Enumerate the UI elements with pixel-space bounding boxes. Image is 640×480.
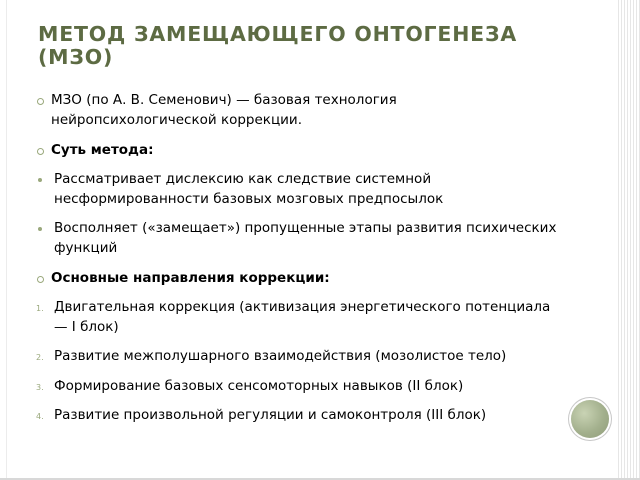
dot-bullet-icon — [38, 227, 42, 231]
decorative-circle-icon — [571, 400, 609, 438]
direction-number: 2. — [36, 353, 44, 362]
open-circle-bullet-icon — [37, 98, 44, 105]
intro-text: МЗО (по А. В. Семенович) — базовая технология нейропсихологической коррекции. — [51, 92, 397, 128]
direction-text: Развитие межполушарного взаимодействия (мозолистое тело) — [54, 348, 507, 364]
direction-number: 4. — [36, 412, 44, 421]
direction-text: Формирование базовых сенсомоторных навыков (II блок) — [54, 378, 464, 394]
essence-point-text: Восполняет («замещает») пропущенные этапы развития психических функций — [54, 220, 557, 256]
open-circle-bullet-icon — [37, 148, 44, 155]
slide-title: МЕТОД ЗАМЕЩАЮЩЕГО ОНТОГЕНЕЗА (МЗО) — [38, 22, 518, 69]
decorative-frame-lines — [616, 0, 640, 480]
essence-point-text: Рассматривает дислексию как следствие системной несформированности базовых мозговых предпосылок — [54, 171, 444, 207]
direction-text: Двигательная коррекция (активизация энергетического потенциала — I блок) — [54, 299, 551, 335]
essence-heading: Суть метода: — [51, 142, 154, 158]
direction-number: 3. — [36, 383, 44, 392]
direction-text: Развитие произвольной регуляции и самоконтроля (III блок) — [54, 407, 487, 423]
directions-heading: Основные направления коррекции: — [51, 270, 330, 286]
direction-number: 1. — [36, 304, 44, 313]
dot-bullet-icon — [38, 178, 42, 182]
open-circle-bullet-icon — [37, 276, 44, 283]
